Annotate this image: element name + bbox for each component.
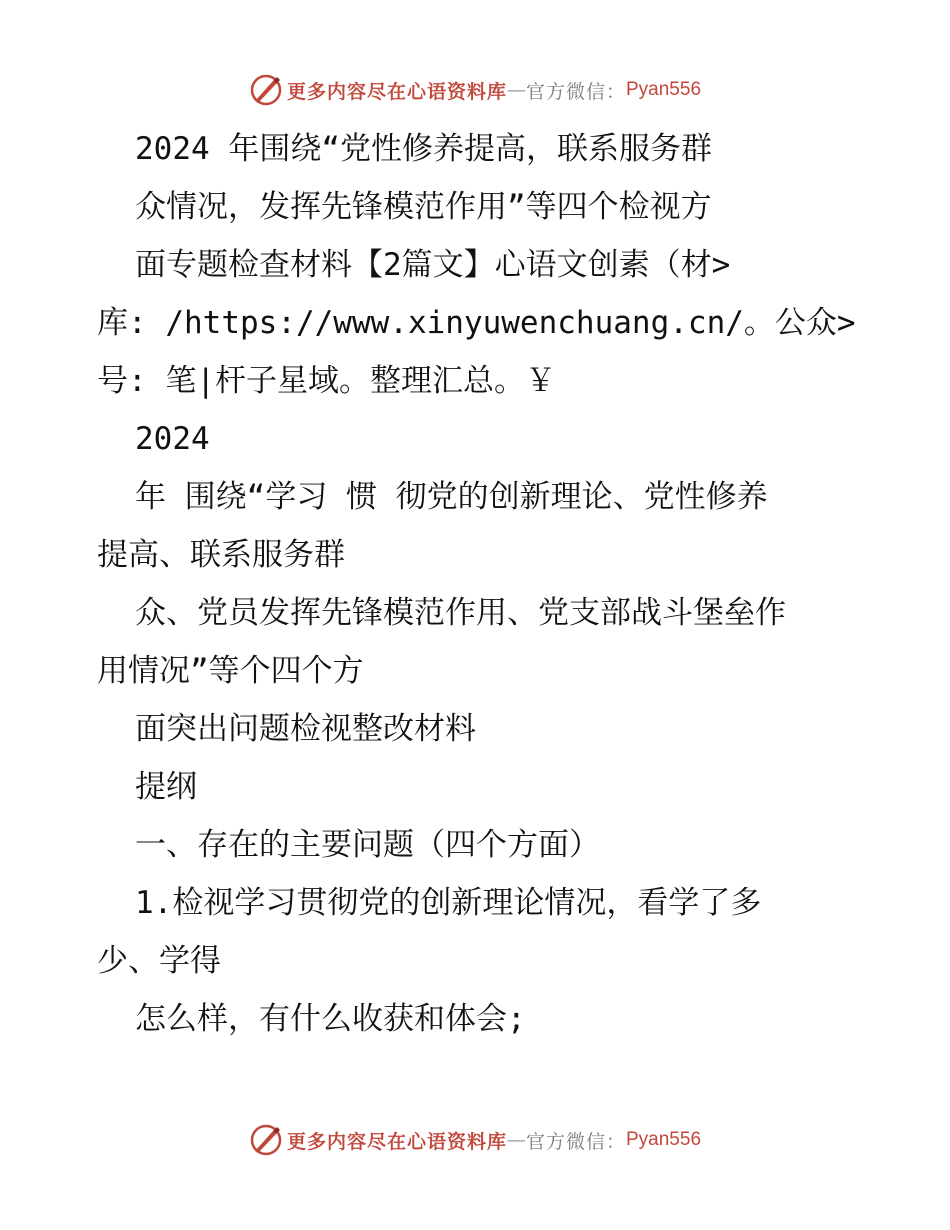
pen-logo-icon [249,1123,283,1157]
document-line: 用情况”等个四个方 [97,653,364,689]
footer-official-label: 官方微信： [525,1130,626,1153]
header-banner [0,70,950,110]
document-line: 2024 年围绕“党性修养提高，联系服务群 [135,131,712,167]
header-separator: — [506,79,526,101]
document-line: 面突出问题检视整改材料 [135,711,476,747]
document-line: 库: /https://www.xinyuwenchuang.cn/。公众> [97,305,856,341]
document-line: 1.检视学习贯彻党的创新理论情况，看学了多 [135,885,762,921]
footer-banner [0,1120,950,1160]
document-line: 少、学得 [97,943,221,979]
document-line: 提高、联系服务群 [97,537,345,573]
document-line: 面专题检查材料【2篇文】心语文创素（材> [135,247,731,283]
document-body [97,120,887,1048]
footer-wechat-id: Pyan556 [626,1129,702,1150]
document-line: 2024 [135,421,210,457]
document-line: 提纲 [135,769,197,805]
header-official-label: 官方微信： [525,80,626,103]
footer-separator: — [506,1129,526,1151]
document-line: 怎么样，有什么收获和体会; [135,1001,526,1037]
header-brand-text: 更多内容尽在心语资料库 [286,80,507,103]
document-line: 一、存在的主要问题（四个方面） [135,827,600,863]
pen-logo-icon [249,73,283,107]
document-line: 众情况，发挥先锋模范作用”等四个检视方 [135,189,712,225]
document-line: 年 围绕“学习 惯 彻党的创新理论、党性修养 [135,479,768,515]
footer-brand-text: 更多内容尽在心语资料库 [286,1130,507,1153]
document-line: 众、党员发挥先锋模范作用、党支部战斗堡垒作 [135,595,786,631]
document-line: 号: 笔|杆子星域。整理汇总。￥ [97,363,556,399]
header-wechat-id: Pyan556 [626,79,702,100]
